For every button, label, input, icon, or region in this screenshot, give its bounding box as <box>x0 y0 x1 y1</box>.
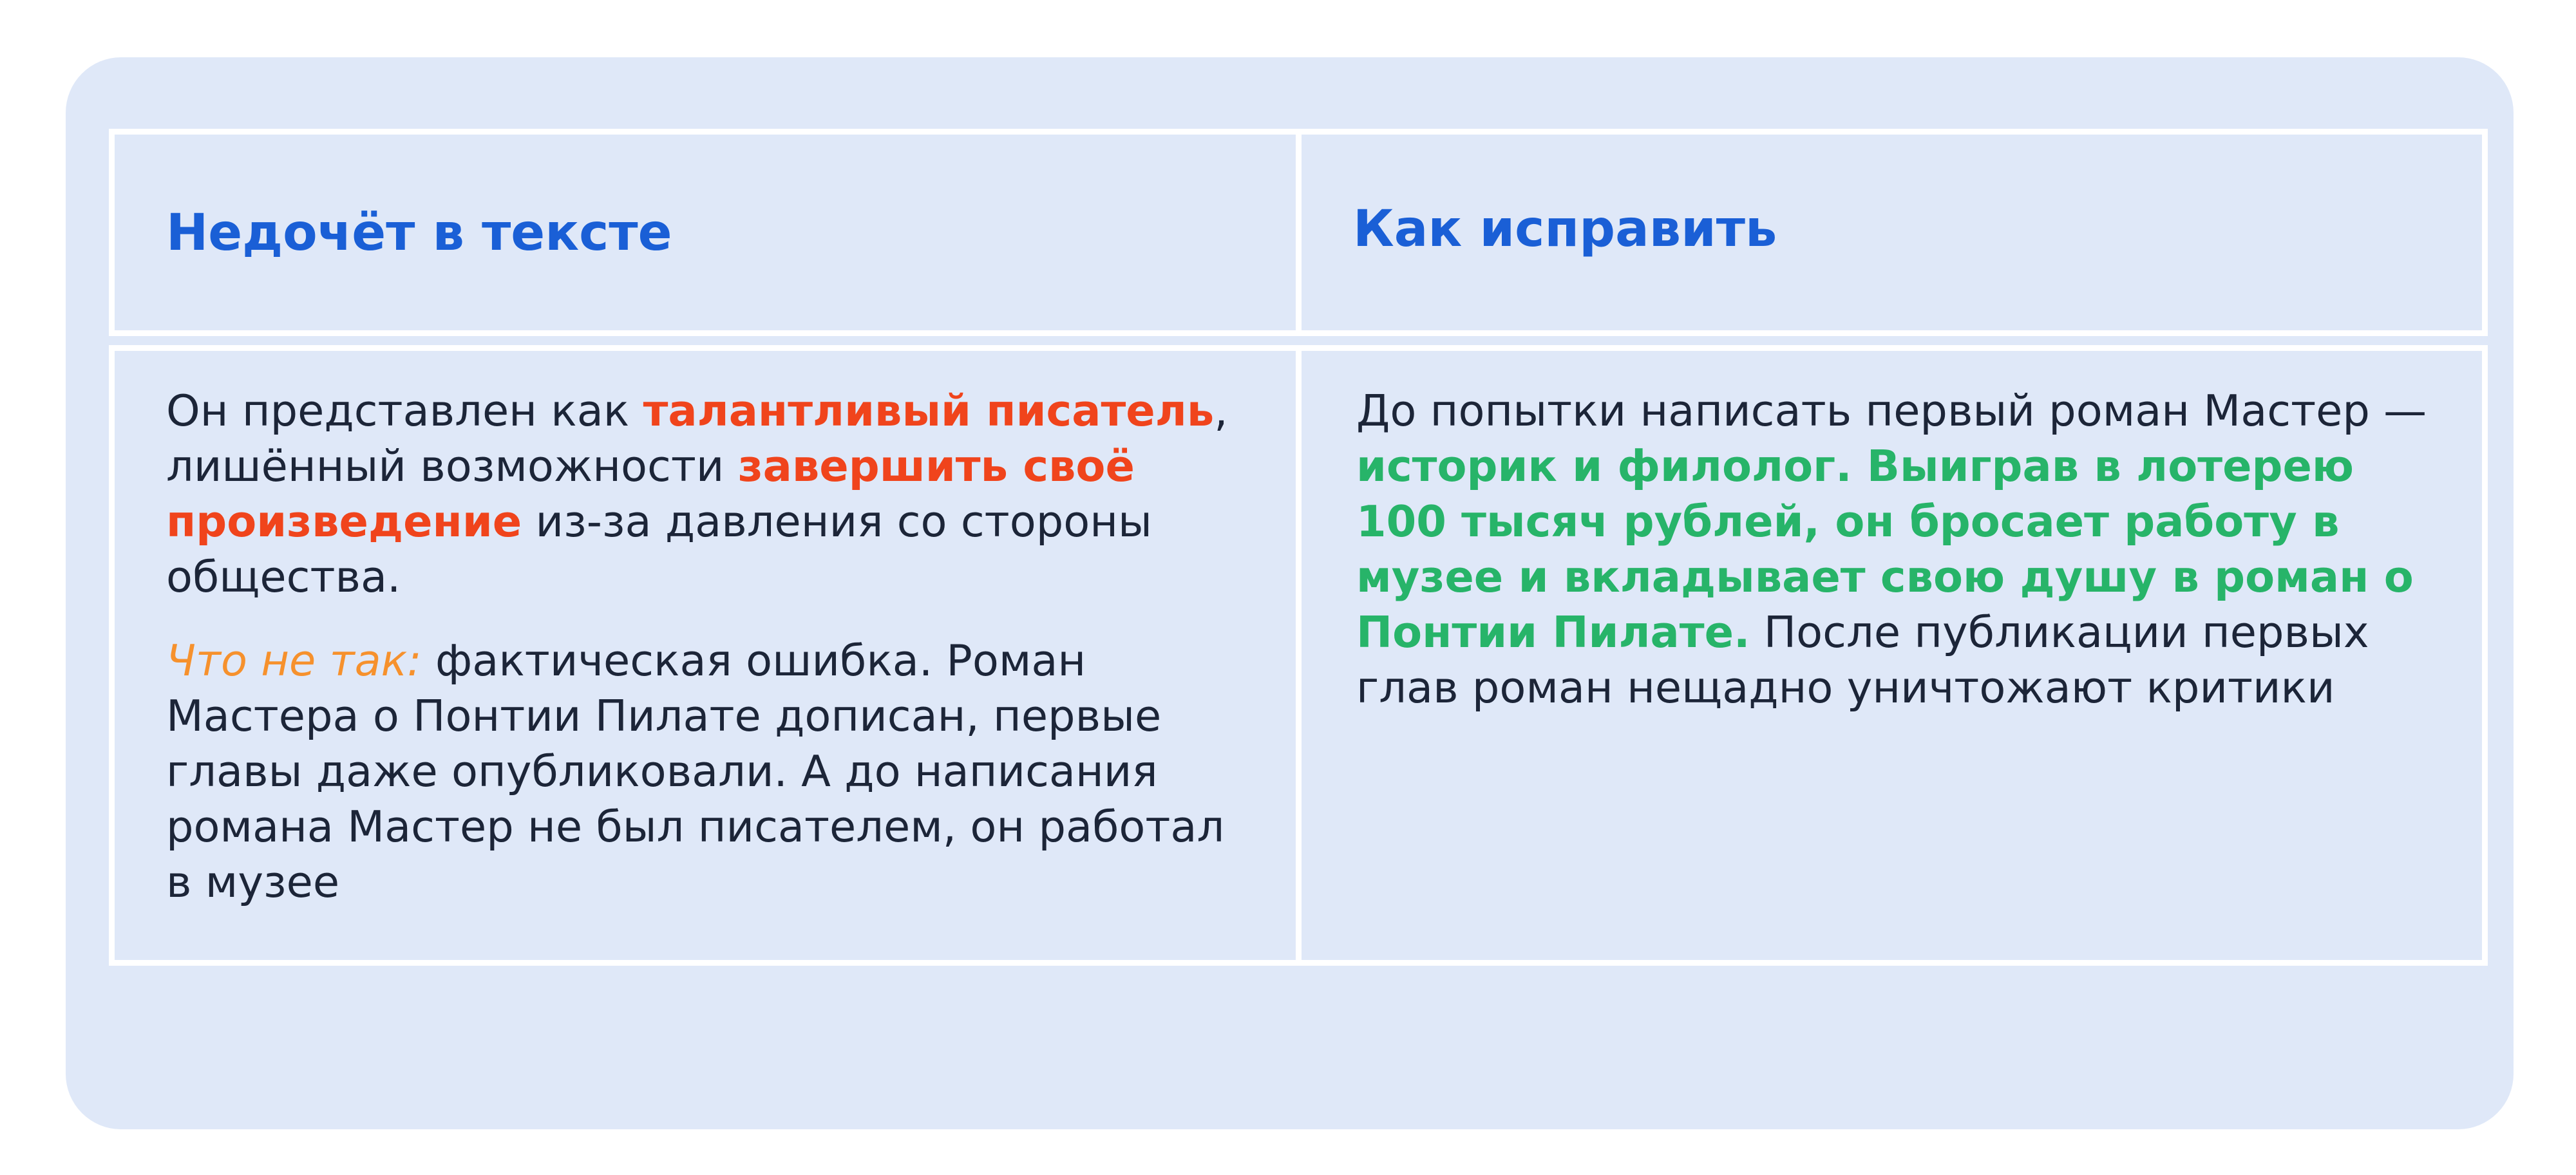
body-cell-fix <box>1296 345 2488 966</box>
fix-text-part: До попытки написать первый роман Мастер — <box>1356 386 2427 436</box>
explanation-text: фактическая ошибка. Роман Мастера о Понтии Пилате дописан, первые главы даже опубликовали. А до написания романа Мастер не был писателем, он работал в музее <box>166 635 1225 907</box>
whats-wrong-label: Что не так: <box>166 635 422 686</box>
header-cell-fix <box>1296 129 2488 336</box>
fix-text-part: После публикации первых глав роман нещадно уничтожают критики <box>1356 607 2369 713</box>
fix-highlight: историк и филолог. Выиграв в лотерею 100 тысяч рублей, он бросает работу в музее и вкладывает свою душу в роман о Понтии Пилате. <box>1356 441 2414 657</box>
body-cell-issue <box>109 345 1302 966</box>
comparison-table <box>109 129 2488 966</box>
header-fix: Как исправить <box>1353 200 1777 258</box>
issue-highlight: завершить своё произведение <box>166 441 1135 547</box>
header-issue: Недочёт в тексте <box>166 204 672 262</box>
issue-paragraph <box>166 383 1248 605</box>
issue-text-part: Он представлен как <box>166 386 643 436</box>
issue-text-part: , лишённый возможности <box>166 386 1228 491</box>
issue-highlight: талантливый писатель <box>643 386 1215 436</box>
header-cell-issue <box>109 129 1302 336</box>
fix-text <box>1356 383 2438 715</box>
issue-text <box>166 383 1248 910</box>
issue-text-part: из-за давления со стороны общества. <box>166 496 1152 602</box>
explanation-paragraph <box>166 633 1248 910</box>
